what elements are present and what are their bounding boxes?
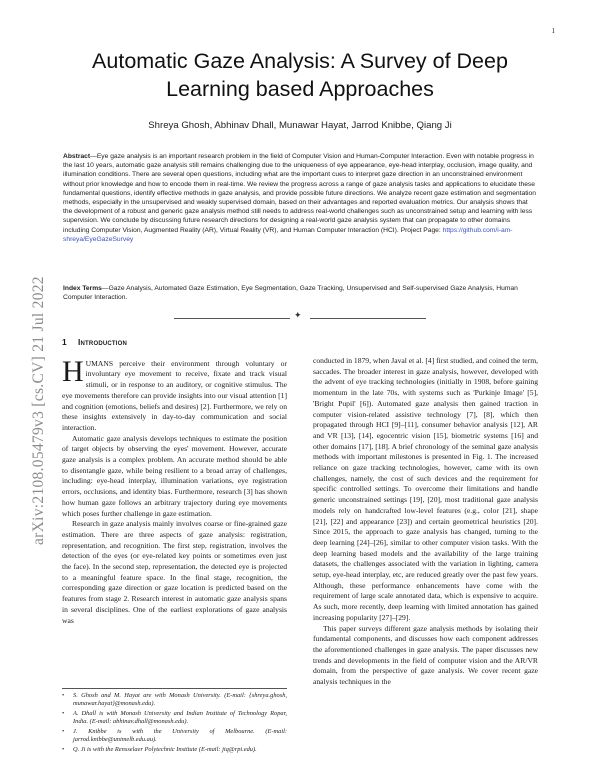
right-column bbox=[313, 356, 538, 688]
bullet-icon: • bbox=[62, 691, 65, 699]
footnote-item bbox=[62, 710, 287, 726]
divider-line-left bbox=[174, 318, 290, 319]
bullet-icon: • bbox=[62, 727, 65, 735]
index-terms-label: Index Terms bbox=[63, 285, 102, 292]
footnote-rule bbox=[62, 688, 287, 689]
left-column bbox=[62, 337, 287, 626]
drop-cap: H bbox=[62, 354, 84, 388]
project-page-link[interactable]: https://github.com/i-am-shreya/EyeGazeSurvey bbox=[63, 226, 513, 243]
right-paragraph-1: conducted in 1879, when Javal et al. [4] first studied, and coined the term, saccades. The broader interest in gaze analysis, however, developed with the advent of eye tracking technologies (initially in 1908, before gaining momentum in the late 70s, with systems such as 'Purkinje Image' [5], 'Bright Pupil' [6]). Automated gaze analysis then gained traction in computer vision-related assistive technology [7], [8], which then propagated through HCI [9]–[11], consumer behavior analysis [12], AR and VR [13], [14], egocentric vision [15], biometric systems [16] and other domains [17], [18]. A brief chronology of the seminal gaze analysis methods with important milestones is presented in Fig. 1. The increased reliance on gaze tracking technologies, however, came with its own challenges, namely, the cost of such devices and the requirement for specific controlled settings. To overcome their limitations and handle generic unconstrained settings [19], [20], most traditional gaze analysis models rely on handcrafted low-level features (e.g., color [21], shape [21], [22] and appearance [23]) and certain geometrical heuristics [20]. Since 2015, the approach to gaze analysis has changed, turning to the deep learning [24]–[26], similar to other computer vision tasks. With the deep learning based models and the availability of the large training datasets, the challenges associated with the variation in lighting, camera setup, eye-head interplay, etc, are reduced greatly over the past few years. Although, these performance enhancements have come with the requirement of large scale annotated data, which is expensive to acquire. As such, more recently, deep learning with limited annotation has gained increasing popularity [27]–[29]. bbox=[313, 356, 539, 622]
author-list: Shreya Ghosh, Abhinav Dhall, Munawar Hayat, Jarrod Knibbe, Qiang Ji bbox=[148, 120, 452, 131]
abstract-text: —Eye gaze analysis is an important research problem in the field of Computer Vision and Human-Computer Interaction. Even with notable progress in the last 10 years, automatic gaze analysis still remains challenging due to the uniqueness of eye appearance, eye-head interplay, occlusion, image quality, and illumination conditions. There are several open questions, including what are the important cues to interpret gaze direction in an unconstrained environment without prior knowledge and how to encode them in real-time. We review the progress across a range of gaze analysis tasks and applications to elucidate these fundamental questions, identify effective methods in gaze analysis, and provide possible future directions. We analyze recent gaze estimation and segmentation methods, especially in the unsupervised and weakly supervised domain, based on their advantages and reported evaluation metrics. Our analysis shows that the development of a robust and generic gaze analysis method still needs to address real-world challenges such as unconstrained setup and learning with less supervision. We conclude by discussing future research directions for designing a real-world gaze analysis system that can propagate to other domains including Computer Vision, Augmented Reality (AR), Virtual Reality (VR), and Human Computer Interaction (HCI). Project Page: bbox=[63, 153, 536, 234]
footnote-text: A. Dhall is with Monash University and Indian Institute of Technology Ropar, India. (E-mail: abhinav.dhall@monash.edu). bbox=[73, 709, 287, 725]
lead-in: UMANS bbox=[85, 358, 114, 368]
intro-paragraph-2: Automatic gaze analysis develops techniques to estimate the position of target objects by observing the eyes' movement. However, accurate gaze analysis is a complex problem. An accurate method should be able to disentangle gaze, while being resilient to a broad array of challenges, including: eye-head interplay, illumination variations, eye registration errors, occlusions, and identity bias. Furthermore, research [3] has shown how human gaze follows an arbitrary trajectory during eye movements which poses further challenge in gaze estimation. bbox=[62, 433, 287, 518]
right-paragraph-2: This paper surveys different gaze analysis methods by isolating their fundamental components, and discusses how each component addresses the aforementioned challenges in gaze analysis. The paper discusses new trends and developments in the field of computer vision and the AR/VR domain, from the perspective of gaze analysis. We cover recent gaze analysis techniques in the bbox=[313, 623, 538, 687]
intro-paragraph-3: Research in gaze analysis mainly involves coarse or fine-grained gaze estimation. There are three aspects of gaze analysis: registration, representation, and recognition. The first step, registration, involves the detection of the eyes (or eye-related key points or sometimes even just the face). In the second step, representation, the detected eye is projected to a meaningful feature space. In the final stage, recognition, the corresponding gaze direction or gaze location is predicted based on the features from stage 2. Research interest in automatic gaze analysis spans in several disciplines. One of the earliest explorations of gaze analysis was bbox=[62, 519, 287, 625]
bullet-icon: • bbox=[62, 746, 65, 754]
footnote-text: Q. Ji is with the Rensselaer Polytechnic Institute (E-mail: jiq@rpi.edu). bbox=[73, 746, 257, 754]
paper-title bbox=[40, 47, 560, 103]
section-title: Introduction bbox=[78, 337, 128, 347]
arxiv-id: arXiv:2108.05479v3 [cs.CV] 21 Jul 2022 bbox=[30, 276, 47, 545]
bullet-icon: • bbox=[62, 709, 65, 717]
section-heading bbox=[62, 337, 287, 348]
footnote-item bbox=[62, 692, 287, 708]
section-number: 1 bbox=[62, 337, 67, 347]
footnote-text: J. Knibbe is with the University of Melbourne. (E-mail: jarrod.knibbe@unimelb.edu.au). bbox=[73, 727, 287, 744]
intro-paragraph-1 bbox=[62, 354, 287, 434]
abstract bbox=[63, 152, 537, 244]
abstract-label: Abstract bbox=[63, 153, 91, 160]
footnote-item bbox=[62, 728, 287, 744]
footnote-text: S. Ghosh and M. Hayat are with Monash University. (E-mail: {shreya.ghosh, munawar.hayat}@monash.edu). bbox=[73, 691, 287, 707]
title-line-2: Learning based Approaches bbox=[166, 77, 434, 101]
divider-star-icon: ✦ bbox=[294, 311, 302, 321]
index-terms-text: —Gaze Analysis, Automated Gaze Estimation, Eye Segmentation, Gaze Tracking, Unsupervised and Self-supervised Gaze Analysis, Human Computer Interaction. bbox=[63, 285, 518, 302]
index-terms bbox=[63, 284, 537, 302]
section-divider bbox=[174, 311, 426, 322]
page-number: 1 bbox=[551, 27, 555, 35]
divider-line-right bbox=[310, 318, 426, 319]
title-line-1: Automatic Gaze Analysis: A Survey of Deep bbox=[92, 49, 508, 73]
paragraph-text: perceive their environment through voluntary or involuntary eye movement to receive, fixate and track visual stimuli, or in response to an auditory, or cognitive stimulus. The eye movements therefore can provide insights into our visual attention [1] and cognition (emotions, beliefs and desires) [2]. Furthermore, we rely on these insights extensively in day-to-day communication and social interaction. bbox=[62, 358, 287, 432]
footnotes bbox=[62, 688, 287, 756]
footnote-item bbox=[62, 746, 287, 754]
